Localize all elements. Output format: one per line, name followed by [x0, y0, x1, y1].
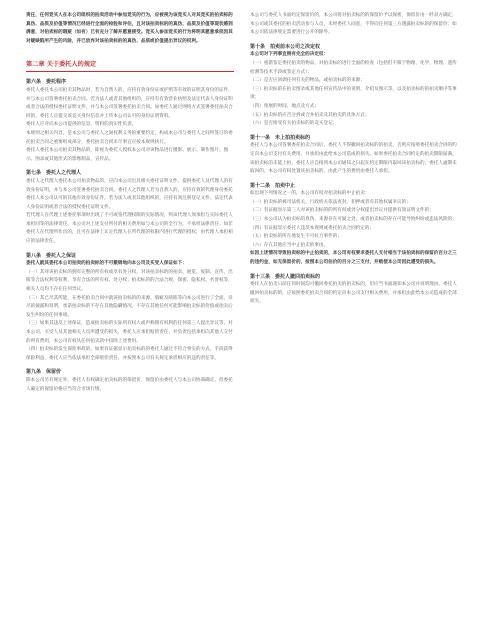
paragraph: （五）拍卖标的所在地发生不可抗力事件的；	[250, 234, 342, 240]
paragraph: （五）拍卖标的应否分拆或合并拍卖及其拍卖的具体方式；	[250, 112, 370, 118]
paragraph: （二）有证据显示第三人对该拍卖标的的所有权或处分权提出异议并提供有效证明文件的；	[250, 208, 434, 214]
paragraph: （二）是否应回调任何有关的物品，或拍卖标的的来源；	[250, 78, 365, 84]
paragraph: 除本公司另有规定外，委托人有权确定拍卖标的的保留价，保留价由委托人与本公司协商确定，但委托人确定的保留价格应当符合市场行情。	[26, 377, 233, 392]
paragraph: （三）本公司认为拍卖标的真伪、来源存在可疑之处，或者拍卖标的存在可能导致纠纷或违法风险的；	[250, 217, 457, 223]
paragraph: （三）拍卖标的在拍卖图录或其他任何宣传品中的说明、介绍及图示等，以及拍卖标的的拍卖顺序等事项；	[250, 86, 457, 101]
paragraph: （一）重新鉴定委托拍卖的物品，对拍卖标的进行全面的检查（包括但不限于物理、化学、物理、遗传检测等技术手段或鉴定方式）；	[250, 60, 457, 75]
paragraph: （二）其已尽其所能，在委托拍卖合同中就该拍卖标的的来源、瑕疵及缺陷等向本公司进行了全面、详尽的披露和说明，承诺拍卖标的不存在其他隐瞒情况。不存在其他任何可能影响拍卖标的价值或拍卖后发生纠纷的任何事项。	[26, 295, 233, 318]
article-heading: 第十一条 未上拍拍卖标的	[250, 134, 311, 141]
paragraph: 委托人之代理人委托本公司拍卖物品的，应向本公司出具相关委托证明文件、提供委托人及代理人的有效身份证明，并与本公司签署委托拍卖合同。委托人之代理人若为自然人的，应持有效的代理身份委托委托人本公司认可的其他有效身份证件，若为法人或者其他组织的，应持有效注册登记文件、法定代表人身份证明或者合法的授权委托证明文件。	[26, 178, 233, 210]
paragraph: 委托人应对向本公司提供的信息、资料的真实性负责。	[26, 122, 137, 128]
paragraph: 本规则之相关内容，是本公司与委托人之间权利义务的重要约定，构成本公司与委托人之间所签订的委托拍卖合同之重要组成部分，委托拍卖合同未尽事宜应按本规则执行。	[26, 130, 233, 145]
article-heading: 第十三条 委托人撤回拍卖标的	[250, 273, 321, 280]
bold-paragraph: 如因上述情况导致拍卖标的中止拍卖的，本公司有权要求委托人支付相当于该拍卖标的保留价百分之三的违约金，如无保留价的，按照本公司估价的百分之三支付，并赔偿本公司因此遭受的损失。	[250, 251, 457, 266]
article-heading: 第十二条 拍卖中止	[250, 182, 296, 189]
bold-paragraph: 责任，任何竞买人在本公司组织的拍卖活动中参加竞买的行为，应被视为该竞买人对其竞买的拍卖标的真伪、品质及价值等情况已经进行全面的检验和评估，且对该拍卖标的的真伪、品质及价值等现状感到满意，对拍卖标的瑕疵（如有）已有充分了解并愿意接受。竞买人参加竞买的行为将明其愿意承担因其对疑缺陷所产生的风险，并已放弃对该拍卖标的的真伪、品质或价值提出异议的权利。	[26, 13, 233, 44]
paragraph: 委托人在拍卖日前任何时间均可撤回委托拍卖的拍卖标的，但应当书面通知本公司并说明理由。委托人撤回拍卖标的的，应按照委托拍卖合同的约定向本公司支付相关费用，并承担由此给本公司造成的全部损失。	[250, 282, 457, 305]
article-heading: 第十条 拍卖前本公司之决定权	[250, 43, 321, 50]
paragraph: 委托人委托本公司拍卖其物品时，若为自然人的，应持有效身份证或护照等有效的证明其身份的证件，并与本公司签署委托拍卖合同。若为法人或者其他组织的，应持有有效营业执照及法定代表人身份证明或者合法的授权委托证明文件，并与本公司签署委托拍卖合同。如委托人通过网络方式签署委托拍卖合同的，委托人应提交该竞买身份信息并上传本公司认可的身份证明资料。	[26, 87, 233, 119]
left-column	[26, 12, 234, 394]
paragraph: （一）其对该拍卖标的拥有完整的所有权或享有处分权，对该拍卖标的的拍卖、展览、复制、宣传、出版等合法权利等权利，享有合法的所有权、处分权；拍卖标的的合法合规、保密、隐私权、名誉权等，相关人员均不存在任何异议。	[26, 269, 233, 293]
chapter-divider	[26, 71, 234, 72]
spacer	[26, 46, 234, 51]
paragraph: （一）拍卖标的被司法机关、行政机关依法查封、扣押或者有其他权属争议的；	[250, 199, 411, 205]
article-heading: 第九条 保留价	[26, 369, 62, 376]
paragraph: （四）预展的时间、地点及方式；	[250, 103, 319, 109]
bold-paragraph: 本公司对下列事宜拥有完全的决定权：	[250, 52, 329, 58]
paragraph: 如出现下列情况之一的，本公司有权对拍卖标的中止拍卖：	[250, 191, 370, 197]
chapter-heading: 第二章 关于委托人的规定	[26, 61, 97, 69]
paragraph: （四）有证据显示委托人违反本规则或委托拍卖合同约定的；	[250, 225, 375, 231]
paragraph: （三）如果其违反上述保证，造成拍卖标的实际所有权人或声称拥有权利的任何第三人提出异议等，对本公司、买受人及其他相关人员所遭受的损失，委托人应承担赔偿责任，并负责包括承担向其他人交付的所有费用，本公司有权从任何拍卖款中扣除上述费用。	[26, 321, 233, 344]
paragraph: （四）拍卖标的发生保险事故的，如果有证据显示拍卖标的的委托人通过不符合事实的方式、手段获得保险利益，委托人应当依法承担全部赔偿责任，并按照本公司有关规定承担相应的违约责任等。	[26, 347, 233, 361]
article-heading: 第六条 委托程序	[26, 79, 67, 86]
right-column	[250, 12, 458, 307]
article-heading: 第七条 委托人之代理人	[26, 170, 82, 177]
paragraph: 若代理人在代理上述委托事项时出现了不可或签代理权限的实际情况，则该代理人须承担与实际委托人承担同等的法律责任。本公司对上述支付所付的相关费用如与本公司的全行为，不承担法律责任；如非委托人在代理所作出的，且可在法律上认定代理人在所代理的权限内进行代理的授权，由代理人承担相应的法律责任。	[26, 213, 233, 245]
paragraph: （六）是否接受有关拍卖标的的竞买登记；	[250, 121, 338, 127]
paragraph: 委托人与本公司签署委托拍卖合同后，委托人不得撤回拍卖标的的拍卖，否则应按照委托拍卖合同的约定向本公司支付有关费用，并承担由此给本公司造成的损失。如果委托拍卖合同约定的拍卖期限届满，该拍卖标的未能上拍，委托人应自接到本公司通知之日起在约定期限内取回该拍卖标的，委托人逾期未取回的，本公司有权处置该拍卖标的，由此产生的费用由委托人承担。	[250, 143, 457, 175]
paragraph: 委托人委托本公司拍卖其物品的，即视为委托人授权本公司对该物品进行摄影、展示、制作图片、图示、图录或其他形式的影像制品，宣传品。	[26, 148, 229, 162]
article-heading: 第八条 委托人之保证	[26, 252, 77, 259]
bold-paragraph: 委托人就其委托本公司拍卖的拍卖标的不可撤销地向本公司及买受人保证如下：	[26, 261, 187, 267]
paragraph: 本公司与委托人书面约定保留价的，本公司将对拍卖标的的保留价予以保密，保留价由一经双方确定，本公司或其委托的拍卖活动参与人员，未经委托人同意，不得向任何第三方透露拍卖标的的保留价；如本公司依法律规定需要进行公开的除外。	[250, 13, 457, 36]
paragraph: （六）存在其他应当中止拍卖的事由。	[250, 242, 329, 248]
